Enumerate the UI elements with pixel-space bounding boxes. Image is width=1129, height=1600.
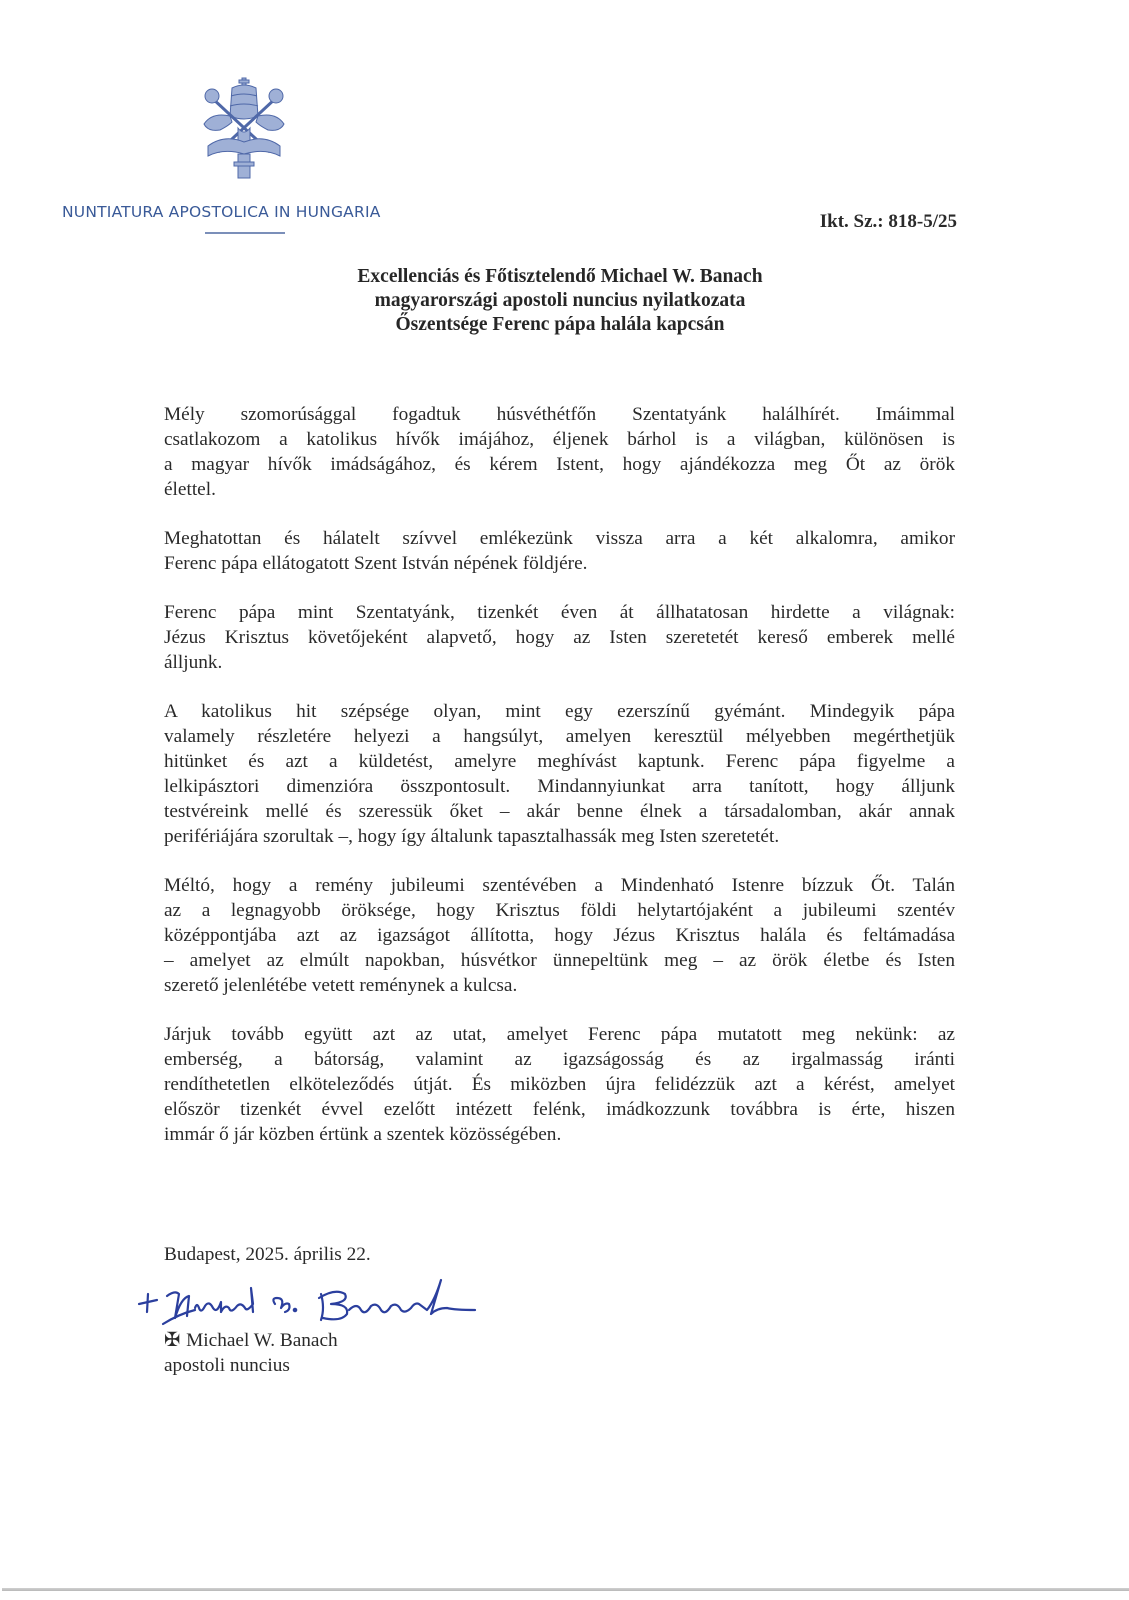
- text-line: immár ő jár közben értünk a szentek közösségében.: [164, 1124, 562, 1145]
- text-line: hitünket és azt a küldetést, amelyre meghívást kaptunk. Ferenc pápa figyelme a: [164, 751, 955, 772]
- handwritten-signature: [135, 1258, 495, 1338]
- paragraph: [164, 1022, 955, 1147]
- place-date: Budapest, 2025. április 22.: [164, 1244, 371, 1265]
- text-line: lelkipásztori dimenzióra összpontosult. Mindannyiunkat arra tanított, hogy álljunk: [164, 776, 955, 797]
- reference-number: Ikt. Sz.: 818-5/25: [819, 211, 957, 232]
- text-line: emberség, a bátorság, valamint az igazságosság és az irgalmasság iránti: [164, 1049, 955, 1070]
- text-line: álljunk.: [164, 652, 223, 673]
- text-line: Ferenc pápa ellátogatott Szent István népének földjére.: [164, 553, 588, 574]
- organization-name: NUNTIATURA APOSTOLICA IN HUNGARIA: [62, 203, 381, 221]
- title-line: magyarországi apostoli nuncius nyilatkozata: [374, 290, 746, 311]
- organization-underline: [205, 232, 285, 234]
- title-line: Excellenciás és Főtisztelendő Michael W. Banach: [357, 266, 763, 287]
- document-title: [240, 265, 880, 337]
- text-line: Járjuk tovább együtt azt az utat, amelyet Ferenc pápa mutatott meg nekünk: az: [164, 1024, 955, 1045]
- letter-body: [164, 402, 955, 1171]
- signer-title: apostoli nuncius: [164, 1355, 290, 1376]
- paragraph: [164, 699, 955, 849]
- text-line: Méltó, hogy a remény jubileumi szentévében a Mindenható Istenre bízzuk Őt. Talán: [164, 875, 955, 896]
- text-line: Ferenc pápa mint Szentatyánk, tizenkét éven át állhatatosan hirdette a világnak:: [164, 602, 955, 623]
- text-line: Jézus Krisztus követőjeként alapvető, hogy az Isten szeretetét kereső emberek mellé: [164, 627, 955, 648]
- paragraph: [164, 873, 955, 998]
- paragraph: [164, 402, 955, 502]
- maltese-cross-icon: ✠: [164, 1330, 181, 1351]
- text-line: perifériájára szorultak –, hogy így általunk tapasztalhassák meg Isten szeretetét.: [164, 826, 780, 847]
- text-line: valamely részletére helyezi a hangsúlyt, amelyen keresztül mélyebben megérthetjük: [164, 726, 955, 747]
- text-line: – amelyet az elmúlt napokban, húsvétkor ünnepeltünk meg – az örök életbe és Isten: [164, 950, 955, 971]
- text-line: középpontjába azt az igazságot állította, hogy Jézus Krisztus halála és feltámadása: [164, 925, 955, 946]
- text-line: Meghatottan és hálatelt szívvel emlékezünk vissza arra a két alkalomra, amikor: [164, 528, 955, 549]
- text-line: Mély szomorúsággal fogadtuk húsvéthétfőn Szentatyánk halálhírét. Imáimmal: [164, 404, 955, 425]
- text-line: az a legnagyobb öröksége, hogy Krisztus földi helytartójaként a jubileumi szentév: [164, 900, 955, 921]
- paragraph: [164, 526, 955, 576]
- text-line: testvéreink mellé és szeressük őket – akár benne élnek a társadalomban, akár annak: [164, 801, 955, 822]
- text-line: A katolikus hit szépsége olyan, mint egy ezerszínű gyémánt. Mindegyik pápa: [164, 701, 955, 722]
- signer-name-text: Michael W. Banach: [186, 1330, 338, 1351]
- text-line: a magyar hívők imádságához, és kérem Istent, hogy ajándékozza meg Őt az örök: [164, 454, 955, 475]
- page-bottom-edge: [2, 1588, 1129, 1591]
- text-line: szerető jelenlétébe vetett reménynek a kulcsa.: [164, 975, 518, 996]
- text-line: először tizenkét évvel ezelőtt intézett felénk, imádkozzunk továbbra is érte, hiszen: [164, 1099, 955, 1120]
- text-line: csatlakozom a katolikus hívők imájához, éljenek bárhol is a világban, különösen is: [164, 429, 955, 450]
- signer-name: [164, 1328, 338, 1353]
- text-line: élettel.: [164, 479, 216, 500]
- papal-crest-icon: [198, 76, 290, 180]
- text-line: rendíthetetlen elköteleződés útját. És miközben újra felidézzük azt a kérést, amelyet: [164, 1074, 955, 1095]
- paragraph: [164, 600, 955, 675]
- title-line: Őszentsége Ferenc pápa halála kapcsán: [395, 314, 725, 335]
